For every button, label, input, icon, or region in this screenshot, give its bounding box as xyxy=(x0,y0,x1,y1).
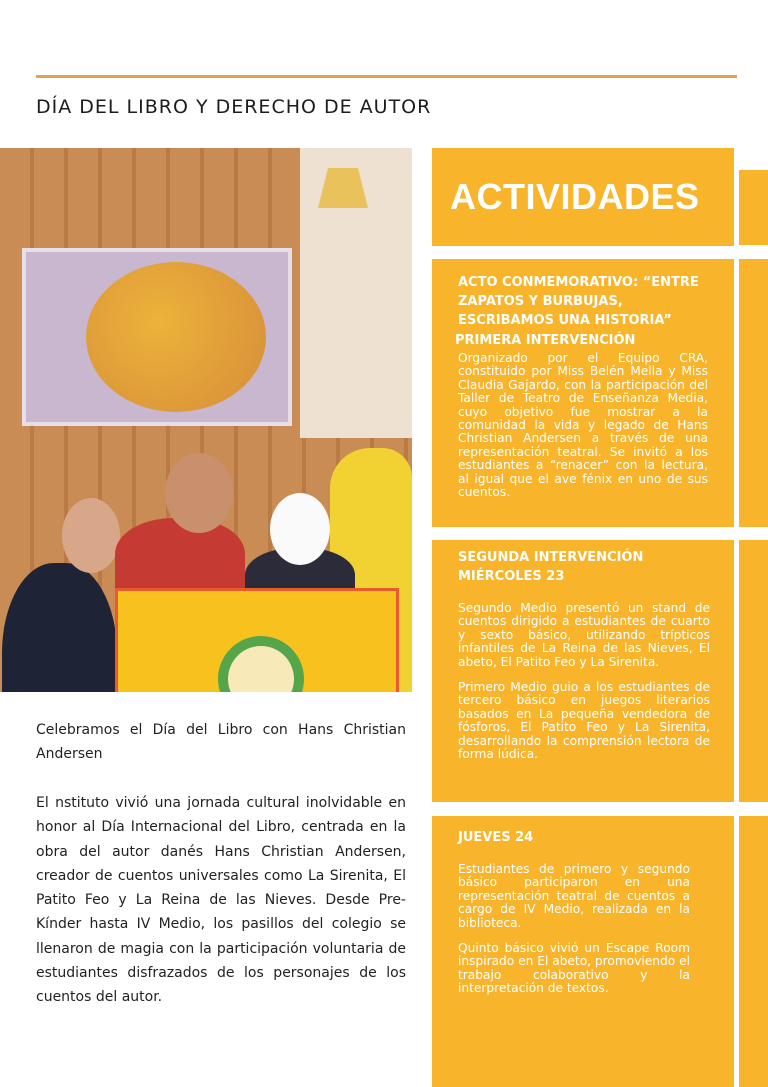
jueves-text-2: Quinto básico vivió un Escape Room inspirado en El abeto, promoviendo el trabajo colaborativo y la interpretación de textos. xyxy=(458,941,690,996)
event-photo xyxy=(0,148,412,692)
accent-stripe xyxy=(739,816,768,1087)
acto-subtitle: PRIMERA INTERVENCIÓN xyxy=(455,333,636,348)
acto-title: ACTO CONMEMORATIVO: “ENTRE ZAPATOS Y BURBUJAS, ESCRIBAMOS UNA HISTORIA” xyxy=(458,275,699,328)
wall-poster xyxy=(22,248,292,426)
acto-text: Organizado por el Equipo CRA, constituido por Miss Belén Mella y Miss Claudia Gajardo, con la participación del Taller de Teatro de Enseñanza Media, cuyo objetivo fue mostrar a la comunidad la vida y legado de Hans Christian Andersen a través de una representación teatral. Se invitó a los estudiantes a “renacer” con la lectura, al igual que el ave fénix en uno de sus cuentos. xyxy=(458,351,708,500)
jueves-card xyxy=(432,816,734,1087)
page-title: DÍA DEL LIBRO Y DERECHO DE AUTOR xyxy=(36,96,432,118)
jueves-text-1: Estudiantes de primero y segundo básico participaron en una representación teatral de cuentos a cargo de IV Medio, realizada en la biblioteca. xyxy=(458,862,690,930)
lamp-illustration xyxy=(318,168,368,208)
ugly-duckling-poster-board xyxy=(115,588,399,692)
top-divider xyxy=(36,75,737,78)
student-head xyxy=(62,498,120,573)
wall-poster-right xyxy=(300,148,412,438)
intro-text: Celebramos el Día del Libro con Hans Christian Andersen xyxy=(36,722,406,762)
duck-mask xyxy=(270,493,330,565)
activities-title: ACTIVIDADES xyxy=(450,176,700,217)
student-head xyxy=(165,453,233,533)
body-text: El nstituto vivió una jornada cultural inolvidable en honor al Día Internacional del Libro, centrada en la obra del autor danés Hans Christian Andersen, creador de cuentos universales como La Sirenita, El Patito Feo y La Reina de las Nieves. Desde Pre-Kínder hasta IV Medio, los pasillos del colegio se llenaron de magia con la participación voluntaria de estudiantes disfrazados de los personajes de los cuentos del autor. xyxy=(36,795,406,1006)
accent-stripe xyxy=(739,170,768,245)
segunda-text-1: Segundo Medio presentó un stand de cuentos dirigido a estudiantes de cuarto y sexto básico, utilizando trípticos infantiles de La Reina de las Nieves, El abeto, El Patito Feo y La Sirenita. xyxy=(458,601,710,669)
student-figure xyxy=(115,518,245,598)
segunda-text-2: Primero Medio guio a los estudiantes de tercero básico en juegos literarios basados en La pequeña vendedora de fósforos, El Patito Feo y La Sirenita, desarrollando la comprensión lectora de forma lúdica. xyxy=(458,680,710,762)
accent-stripe xyxy=(739,259,768,527)
acto-card xyxy=(432,259,734,527)
accent-stripe xyxy=(739,540,768,802)
tree-illustration xyxy=(86,262,266,412)
segunda-title: SEGUNDA INTERVENCIÓN MIÉRCOLES 23 xyxy=(458,550,644,584)
activities-header xyxy=(432,148,734,246)
segunda-card xyxy=(432,540,734,802)
jueves-title: JUEVES 24 xyxy=(458,830,534,845)
